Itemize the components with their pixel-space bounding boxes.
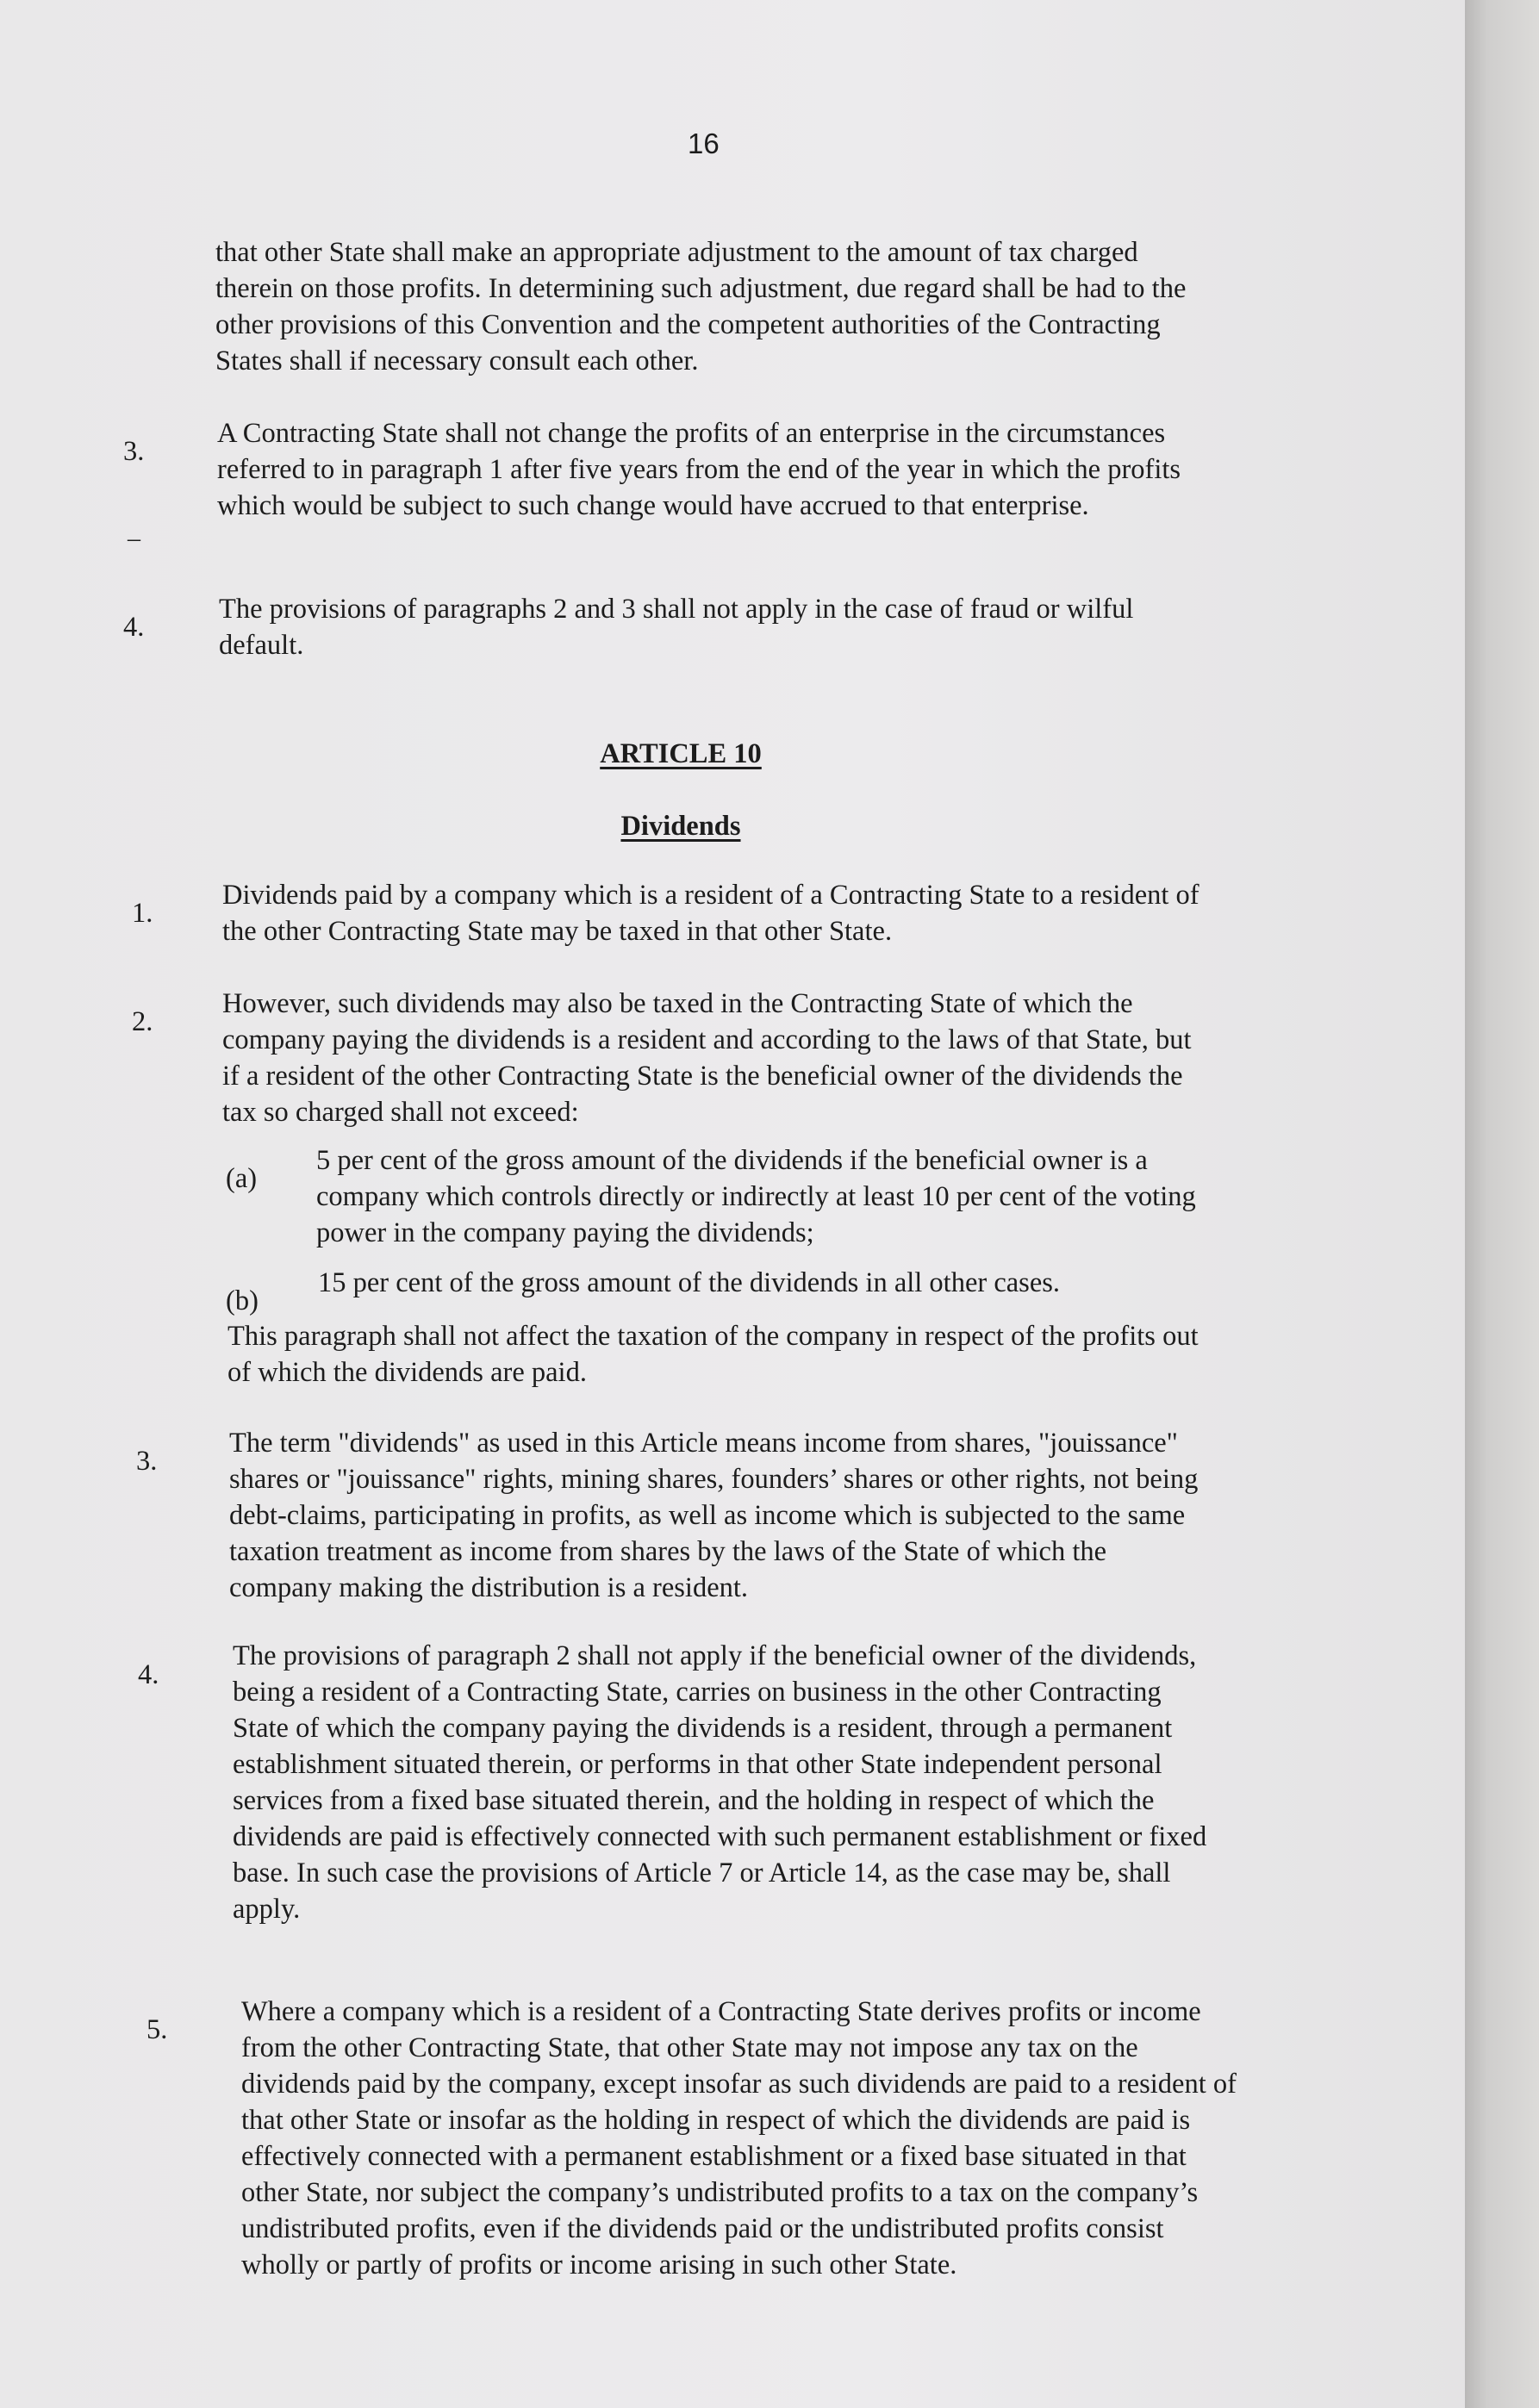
paragraph: The provisions of paragraph 2 shall not apply if the beneficial owner of the dividends, being a resident of a Contracting State, carries on business in the other Contracting State of which the company paying the dividends is a resident, through a permanent establishment situated therein, or performs in that other State independent personal services from a fixed base situated therein, and the holding in respect of which the dividends are paid is effectively connected with such permanent establishment or fixed base. In such case the provisions of Article 7 or Article 14, as the case may be, shall apply. <box>233 1640 1207 1925</box>
page-edge-shadow <box>1465 0 1539 2408</box>
paragraph: Where a company which is a resident of a Contracting State derives profits or income from the other Contracting State, that other State may not impose any tax on the dividends paid by the company, except insofar as such dividends are paid to a resident of that other State or insofar as the holding in respect of which the dividends are paid is effectively connected with a permanent establishment or a fixed base situated in that other State, nor subject the company’s undistributed profits to a tax on the company’s undistributed profits, even if the dividends paid or the undistributed profits consist wholly or partly of profits or income arising in such other State. <box>241 1996 1237 2280</box>
article-title: ARTICLE 10 <box>600 738 762 769</box>
prev-paragraph: A Contracting State shall not change the profits of an enterprise in the circumstances referred to in paragraph 1 after five years from the end of the year in which the profits which would be subject to such change would have accrued to that enterprise. <box>217 418 1181 521</box>
paragraph-number: 2. <box>132 1006 153 1037</box>
paragraph-number: 4. <box>138 1659 159 1690</box>
paragraph-number: 5. <box>146 2014 168 2045</box>
subparagraph: 15 per cent of the gross amount of the dividends in all other cases. <box>318 1267 1061 1298</box>
subparagraph-label: (a) <box>226 1163 258 1194</box>
prev-paragraph-number: 3. <box>123 436 145 467</box>
prev-paragraph: The provisions of paragraphs 2 and 3 shall not apply in the case of fraud or wilful default. <box>219 594 1134 661</box>
prev-paragraph-number: 4. <box>123 612 145 643</box>
paragraph-closing: This paragraph shall not affect the taxation of the company in respect of the profits out of which the dividends are paid. <box>227 1321 1199 1388</box>
subparagraph-label: (b) <box>226 1285 259 1316</box>
page-number: 16 <box>688 128 720 159</box>
paragraph-number: 3. <box>136 1446 158 1477</box>
intro-paragraph: that other State shall make an appropriate adjustment to the amount of tax charged therein on those profits. In determining such adjustment, due regard shall be had to the other provisions of this Convention and the competent authorities of the Contracting States shall if necessary consult each other. <box>215 237 1187 376</box>
subparagraph: 5 per cent of the gross amount of the dividends if the beneficial owner is a company which controls directly or indirectly at least 10 per cent of the voting power in the company paying the dividends; <box>316 1145 1196 1248</box>
paragraph: However, such dividends may also be taxed in the Contracting State of which the company paying the dividends is a resident and according to the laws of that State, but if a resident of the other Contracting State is the beneficial owner of the dividends the tax so charged shall not exceed: <box>222 988 1192 1128</box>
paragraph-number: 1. <box>132 898 153 929</box>
margin-mark: – <box>128 524 140 552</box>
paragraph: The term "dividends" as used in this Article means income from shares, "jouissance" shares or "jouissance" rights, mining shares, founders’ shares or other rights, not being debt-claims, participating in profits, as well as income which is subjected to the same taxation treatment as income from shares by the laws of the State of which the company making the distribution is a resident. <box>229 1428 1199 1603</box>
paragraph: Dividends paid by a company which is a resident of a Contracting State to a resident of the other Contracting State may be taxed in that other State. <box>222 880 1199 947</box>
article-subtitle: Dividends <box>620 811 741 842</box>
